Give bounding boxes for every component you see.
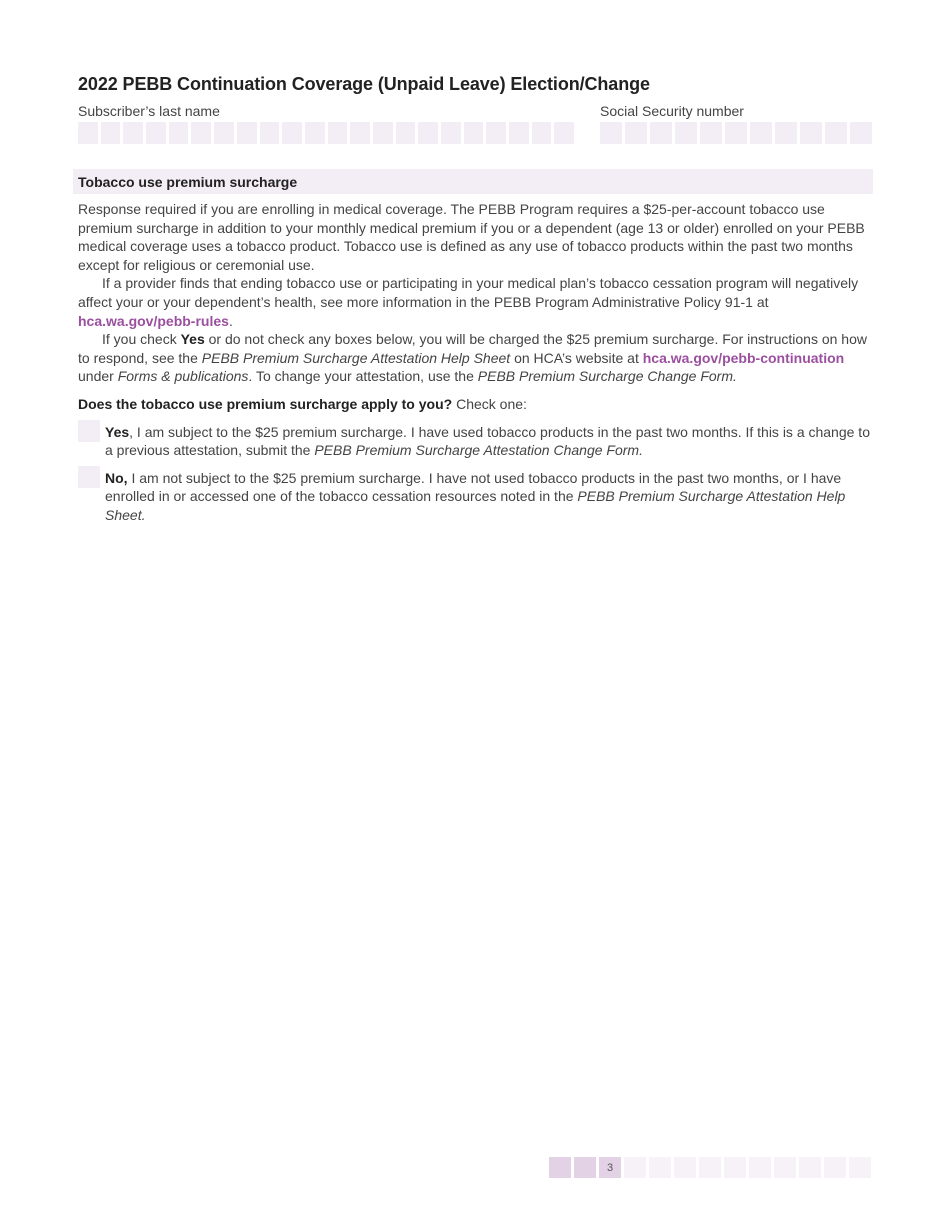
pebb-continuation-link[interactable]: hca.wa.gov/pebb-continuation	[642, 349, 845, 366]
question-bold: Does the tobacco use premium surcharge apply to you?	[78, 395, 453, 412]
last-name-char-box[interactable]	[554, 122, 574, 144]
page-marker	[774, 1157, 796, 1178]
instructions-paragraph	[78, 330, 873, 386]
instructions-text-c: on HCA’s website at	[510, 349, 643, 366]
option-yes-text	[102, 423, 873, 460]
last-name-char-box[interactable]	[78, 122, 98, 144]
provider-paragraph	[78, 274, 873, 330]
last-name-char-box[interactable]	[509, 122, 529, 144]
last-name-char-box[interactable]	[214, 122, 234, 144]
no-description: I am not subject to the $25 premium surcharge. I have not used tobacco products in the past two months, or I have enrolled in or accessed one of the tobacco cessation resources noted in the	[105, 469, 842, 505]
question-text	[78, 395, 873, 414]
intro-paragraph: Response required if you are enrolling in medical coverage. The PEBB Program requires a $25-per-account tobacco use premium surcharge in addition to your monthly medical premium if you or a dependent (age 13 or older) enrolled on your PEBB medical coverage uses a tobacco product. Tobacco use is defined as any use of tobacco products within the past two months except for religious or ceremonial use.	[78, 201, 865, 273]
yes-form-title: PEBB Premium Surcharge Attestation Change Form.	[314, 442, 643, 459]
no-label: No,	[105, 469, 128, 486]
no-help-sheet-title: PEBB Premium Surcharge Attestation Help Sheet.	[105, 488, 846, 523]
option-no-text	[102, 469, 873, 525]
section-header	[73, 169, 873, 194]
section-heading: Tobacco use premium surcharge	[78, 173, 298, 190]
instructions-text-d: under	[78, 368, 118, 385]
provider-text: If a provider finds that ending tobacco use or participating in your medical plan’s tobacco cessation program will negatively affect your or your dependent’s health, see more information in the PEBB Program Administrative Policy 91-1 at	[78, 275, 859, 310]
last-name-input[interactable]	[78, 122, 574, 144]
change-form-title: PEBB Premium Surcharge Change Form.	[477, 368, 737, 385]
ssn-char-box[interactable]	[675, 122, 697, 144]
ssn-char-box[interactable]	[825, 122, 847, 144]
last-name-label: Subscriber’s last name	[78, 103, 220, 119]
yes-checkbox[interactable]	[78, 420, 100, 442]
option-yes	[78, 423, 873, 460]
yes-label: Yes	[105, 423, 130, 440]
ssn-char-box[interactable]	[750, 122, 772, 144]
page-marker	[724, 1157, 746, 1178]
provider-end: .	[228, 312, 233, 329]
pebb-rules-link[interactable]: hca.wa.gov/pebb-rules	[78, 312, 229, 329]
page-marker	[699, 1157, 721, 1178]
ssn-char-box[interactable]	[650, 122, 672, 144]
page-marker	[799, 1157, 821, 1178]
last-name-char-box[interactable]	[101, 122, 121, 144]
yes-description: , I am subject to the $25 premium surcharge. I have used tobacco products in the past two months. If this is a change to a previous attestation, submit the	[105, 423, 870, 459]
no-checkbox[interactable]	[78, 466, 100, 488]
last-name-char-box[interactable]	[305, 122, 325, 144]
last-name-char-box[interactable]	[146, 122, 166, 144]
instructions-text-a: If you check	[102, 331, 181, 348]
ssn-char-box[interactable]	[625, 122, 647, 144]
page-marker	[824, 1157, 846, 1178]
ssn-char-box[interactable]	[700, 122, 722, 144]
instructions-yes: Yes	[180, 331, 205, 348]
page-marker	[674, 1157, 696, 1178]
ssn-char-box[interactable]	[800, 122, 822, 144]
last-name-char-box[interactable]	[191, 122, 211, 144]
last-name-char-box[interactable]	[123, 122, 143, 144]
current-page-number: 3	[599, 1157, 621, 1178]
last-name-char-box[interactable]	[237, 122, 257, 144]
last-name-char-box[interactable]	[532, 122, 552, 144]
option-no	[78, 469, 873, 525]
page-indicator	[549, 1157, 871, 1178]
page-marker	[624, 1157, 646, 1178]
form-page	[78, 74, 873, 525]
last-name-char-box[interactable]	[282, 122, 302, 144]
forms-publications-title: Forms & publications	[117, 368, 249, 385]
page-marker	[574, 1157, 596, 1178]
page-marker	[849, 1157, 871, 1178]
header-fields	[78, 103, 873, 153]
ssn-char-box[interactable]	[775, 122, 797, 144]
last-name-char-box[interactable]	[441, 122, 461, 144]
last-name-char-box[interactable]	[486, 122, 506, 144]
page-marker	[549, 1157, 571, 1178]
page-marker	[649, 1157, 671, 1178]
last-name-char-box[interactable]	[418, 122, 438, 144]
last-name-char-box[interactable]	[260, 122, 280, 144]
last-name-char-box[interactable]	[328, 122, 348, 144]
form-title: 2022 PEBB Continuation Coverage (Unpaid Leave) Election/Change	[78, 74, 650, 94]
ssn-char-box[interactable]	[725, 122, 747, 144]
instructions-text-b: or do not check any boxes below, you will be charged the $25 premium surcharge. For instructions on how to respond, see the	[78, 331, 867, 366]
last-name-char-box[interactable]	[373, 122, 393, 144]
ssn-input[interactable]	[600, 122, 872, 144]
ssn-char-box[interactable]	[850, 122, 872, 144]
help-sheet-title: PEBB Premium Surcharge Attestation Help Sheet	[201, 349, 511, 366]
page-marker	[749, 1157, 771, 1178]
last-name-char-box[interactable]	[169, 122, 189, 144]
last-name-char-box[interactable]	[350, 122, 370, 144]
ssn-char-box[interactable]	[600, 122, 622, 144]
last-name-char-box[interactable]	[464, 122, 484, 144]
question-rest: Check one:	[452, 395, 527, 412]
ssn-label: Social Security number	[600, 103, 744, 119]
instructions-text-e: . To change your attestation, use the	[248, 368, 478, 385]
last-name-char-box[interactable]	[396, 122, 416, 144]
